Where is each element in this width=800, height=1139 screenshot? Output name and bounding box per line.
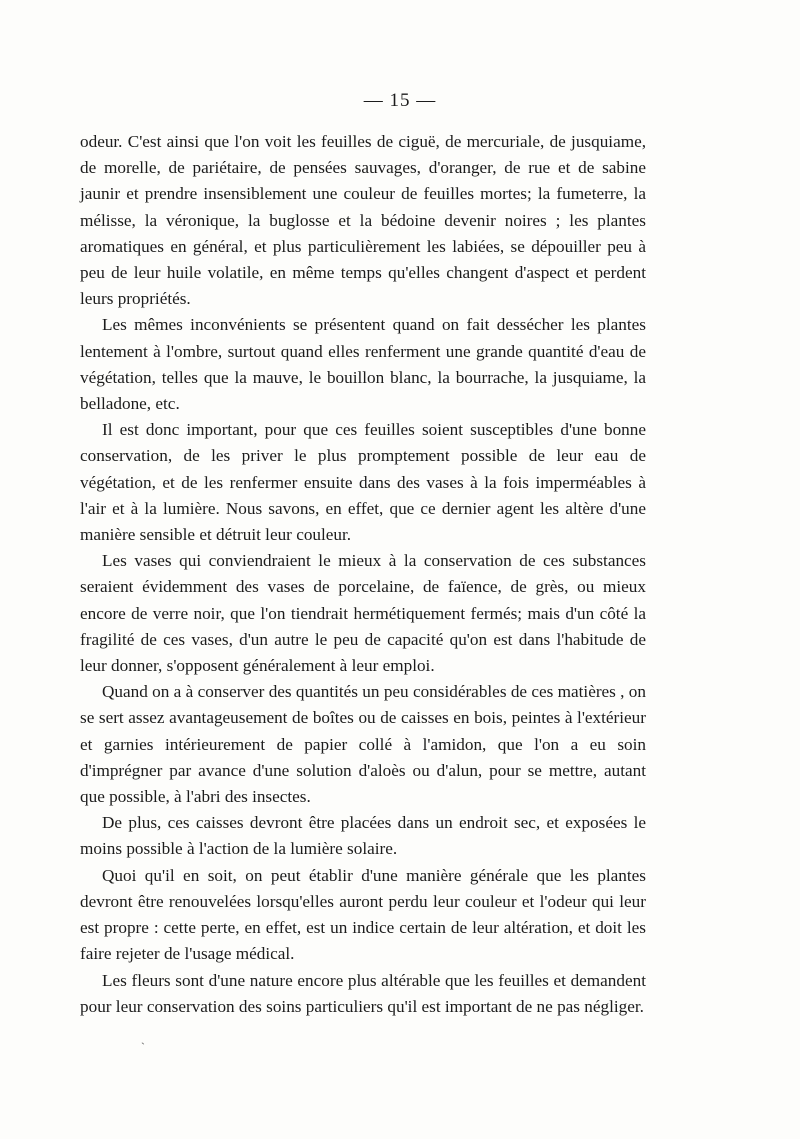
paragraph: Quand on a à conserver des quantités un peu considérables de ces matières , on se sert assez avantageusement de boîtes ou de caisses en bois, peintes à l'extérieur et garnies intérieurement de papier collé à l'amidon, que l'on a eu soin d'imprégner par avance d'une solution d'aloès ou d'alun, pour se mettre, autant que possible, à l'abri des insectes. bbox=[80, 682, 646, 807]
paragraph: Il est donc important, pour que ces feuilles soient susceptibles d'une bonne conservation, de les priver le plus promptement possible de leur eau de végétation, et de les renfermer ensuite dans des vases à la fois imperméables à l'air et à la lumière. Nous savons, en effet, que ce dernier agent les altère d'une manière sensible et détruit leur couleur. bbox=[80, 420, 646, 545]
paragraph: Les fleurs sont d'une nature encore plus altérable que les feuilles et demandent pour leur conservation des soins particuliers qu'il est important de ne pas négliger. bbox=[80, 970, 646, 1016]
paragraph: Les mêmes inconvénients se présentent quand on fait dessécher les plantes lentement à l'ombre, surtout quand elles renferment une grande quantité d'eau de végétation, telles que la mauve, le bouillon blanc, la bourrache, la jusquiame, la belladone, etc. bbox=[80, 315, 646, 414]
paragraph: Quoi qu'il en soit, on peut établir d'une manière générale que les plantes devront être renouvelées lorsqu'elles auront perdu leur couleur et l'odeur qui leur est propre : cette perte, en effet, est un indice certain de leur altération, et doit les faire rejeter de l'usage médical. bbox=[80, 865, 646, 964]
page-number: — 15 — bbox=[363, 90, 437, 111]
ink-mark: ˋ bbox=[141, 1040, 145, 1054]
paragraph: Les vases qui conviendraient le mieux à la conservation de ces substances seraient évidemment des vases de porcelaine, de faïence, de grès, ou mieux encore de verre noir, que l'on tiendrait hermétiquement fermés; mais d'un côté la fragilité de ces vases, d'un autre le peu de capacité qu'on est dans l'habitude de leur donner, s'opposent généralement à leur emploi. bbox=[80, 551, 646, 676]
paragraph: De plus, ces caisses devront être placées dans un endroit sec, et exposées le moins possible à l'action de la lumière solaire. bbox=[80, 813, 646, 859]
paragraph: odeur. C'est ainsi que l'on voit les feuilles de ciguë, de mercuriale, de jusquiame, de morelle, de pariétaire, de pensées sauvages, d'oranger, de rue et de sabine jaunir et prendre insensiblement une couleur de feuilles mortes; la fumeterre, la mélisse, la véronique, la buglosse et la bédoine devenir noires ; les plantes aromatiques en général, et plus particulièrement les labiées, se dépouiller peu à peu de leur huile volatile, en même temps qu'elles changent d'aspect et perdent leurs propriétés. bbox=[80, 132, 646, 309]
body-text bbox=[80, 129, 646, 1020]
